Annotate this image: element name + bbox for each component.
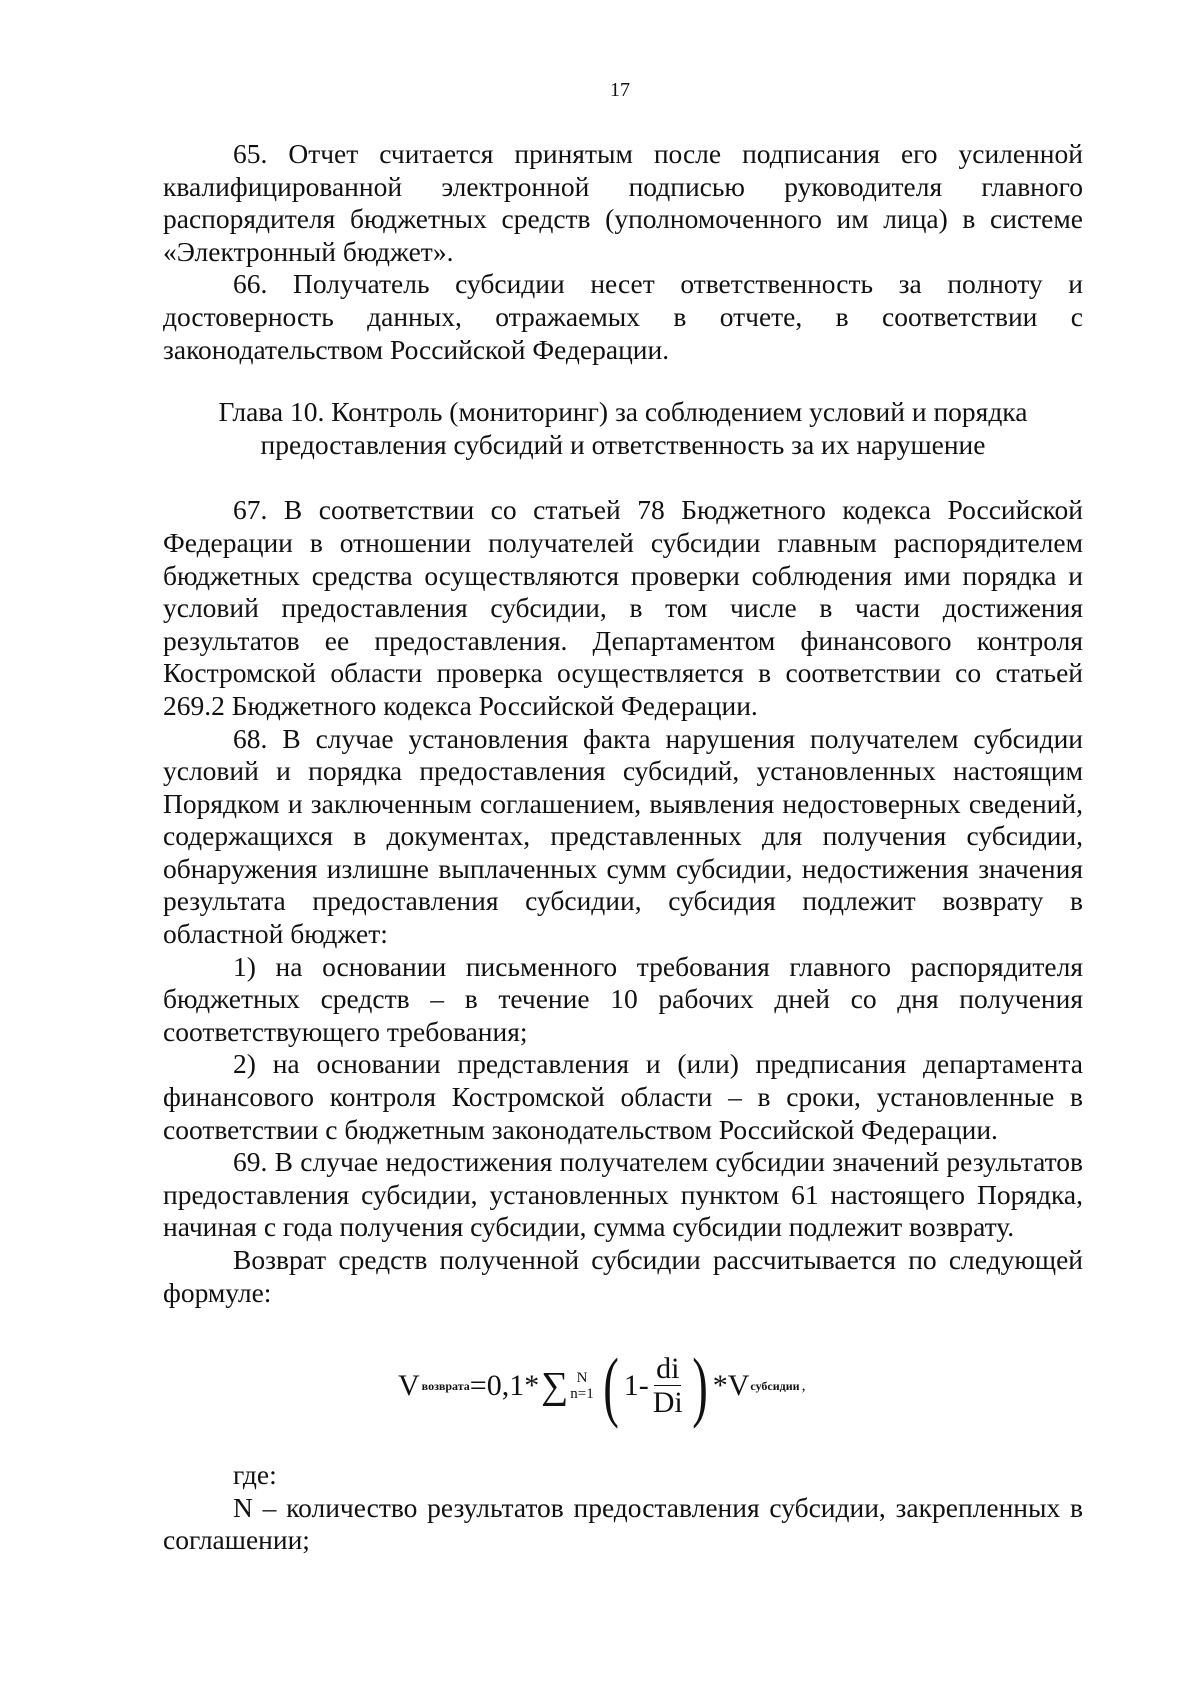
refund-formula <box>163 1309 1083 1459</box>
formula-times-v: *V <box>712 1368 750 1402</box>
formula-sum-lower: n=1 <box>570 1386 594 1403</box>
formula-numerator: di <box>656 1351 680 1385</box>
paragraph-69: 69. В случае недостижения получателем субсидии значений результатов предоставления субсидии, установленных пунктом 61 настоящего Порядка, начиная с года получения субсидии, сумма субсидии подлежит возврату. <box>163 1146 1083 1243</box>
paragraph-68-item-1: 1) на основании письменного требования главного распорядителя бюджетных средств – в течение 10 рабочих дней со дня получения соответствующего требования; <box>163 950 1083 1047</box>
where-label: где: <box>233 1459 277 1491</box>
formula-coefficient: =0,1* <box>469 1368 540 1402</box>
paragraph-65: 65. Отчет считается принятым после подписания его усиленной квалифицированной электронной подписью руководителя главного распорядителя бюджетных средств (уполномоченного им лица) в системе «Электронный бюджет». <box>163 138 1083 267</box>
formula-v-subscript: возврата <box>421 1378 470 1393</box>
formula-sum-sign: ∑ <box>541 1364 569 1407</box>
paragraph-66: 66. Получатель субсидии несет ответственность за полноту и достоверность данных, отражаемых в отчете, в соответствии с законодательством Российской Федерации. <box>163 268 1083 365</box>
formula-expression <box>398 1342 806 1430</box>
formula-right-paren: ) <box>691 1342 708 1430</box>
paragraph-68: 68. В случае установления факта нарушения получателем субсидии условий и порядка предоставления субсидий, установленных настоящим Порядком и заключенным соглашением, выявления недостоверных сведений, содержащихся в документах, представленных для получения субсидии, обнаружения излишне выплаченных сумм субсидии, недостижения значения результата предоставления субсидии, субсидия подлежит возврату в областной бюджет: <box>163 722 1083 950</box>
paragraph-68-item-2: 2) на основании представления и (или) предписания департамента финансового контроля Костромской области – в сроки, установленные в соответствии с бюджетным законодательством Российской Федерации. <box>163 1048 1083 1145</box>
formula-comma: , <box>801 1376 806 1394</box>
paragraph-formula-intro: Возврат средств полученной субсидии рассчитывается по следующей формуле: <box>163 1244 1083 1308</box>
formula-sum-upper: N <box>576 1370 588 1387</box>
chapter-title-line-1: Глава 10. Контроль (мониторинг) за соблюдением условий и порядка <box>218 396 1028 428</box>
formula-one-minus: 1- <box>623 1368 649 1402</box>
document-body <box>163 138 1083 1557</box>
formula-sum-limits <box>570 1370 593 1402</box>
formula-fraction <box>651 1353 685 1420</box>
formula-left-paren: ( <box>602 1342 619 1430</box>
chapter-title-line-2: предоставления субсидий и ответственность за их нарушение <box>260 428 986 460</box>
formula-v: V <box>398 1368 420 1402</box>
chapter-title <box>163 396 1083 461</box>
definition-n: N – количество результатов предоставления субсидии, закрепленных в соглашении; <box>163 1491 1083 1556</box>
paragraph-67: 67. В соответствии со статьей 78 Бюджетного кодекса Российской Федерации в отношении получателей субсидии главным распорядителем бюджетных средства осуществляются проверки соблюдения ими порядка и условий предоставления субсидии, в том числе в части достижения результатов ее предоставления. Департаментом финансового контроля Костромской области проверка осуществляется в соответствии со статьей 269.2 Бюджетного кодекса Российской Федерации. <box>163 494 1083 721</box>
formula-v2-subscript: субсидии <box>750 1378 800 1393</box>
formula-denominator: Di <box>652 1385 683 1419</box>
page-number: 17 <box>610 79 630 101</box>
